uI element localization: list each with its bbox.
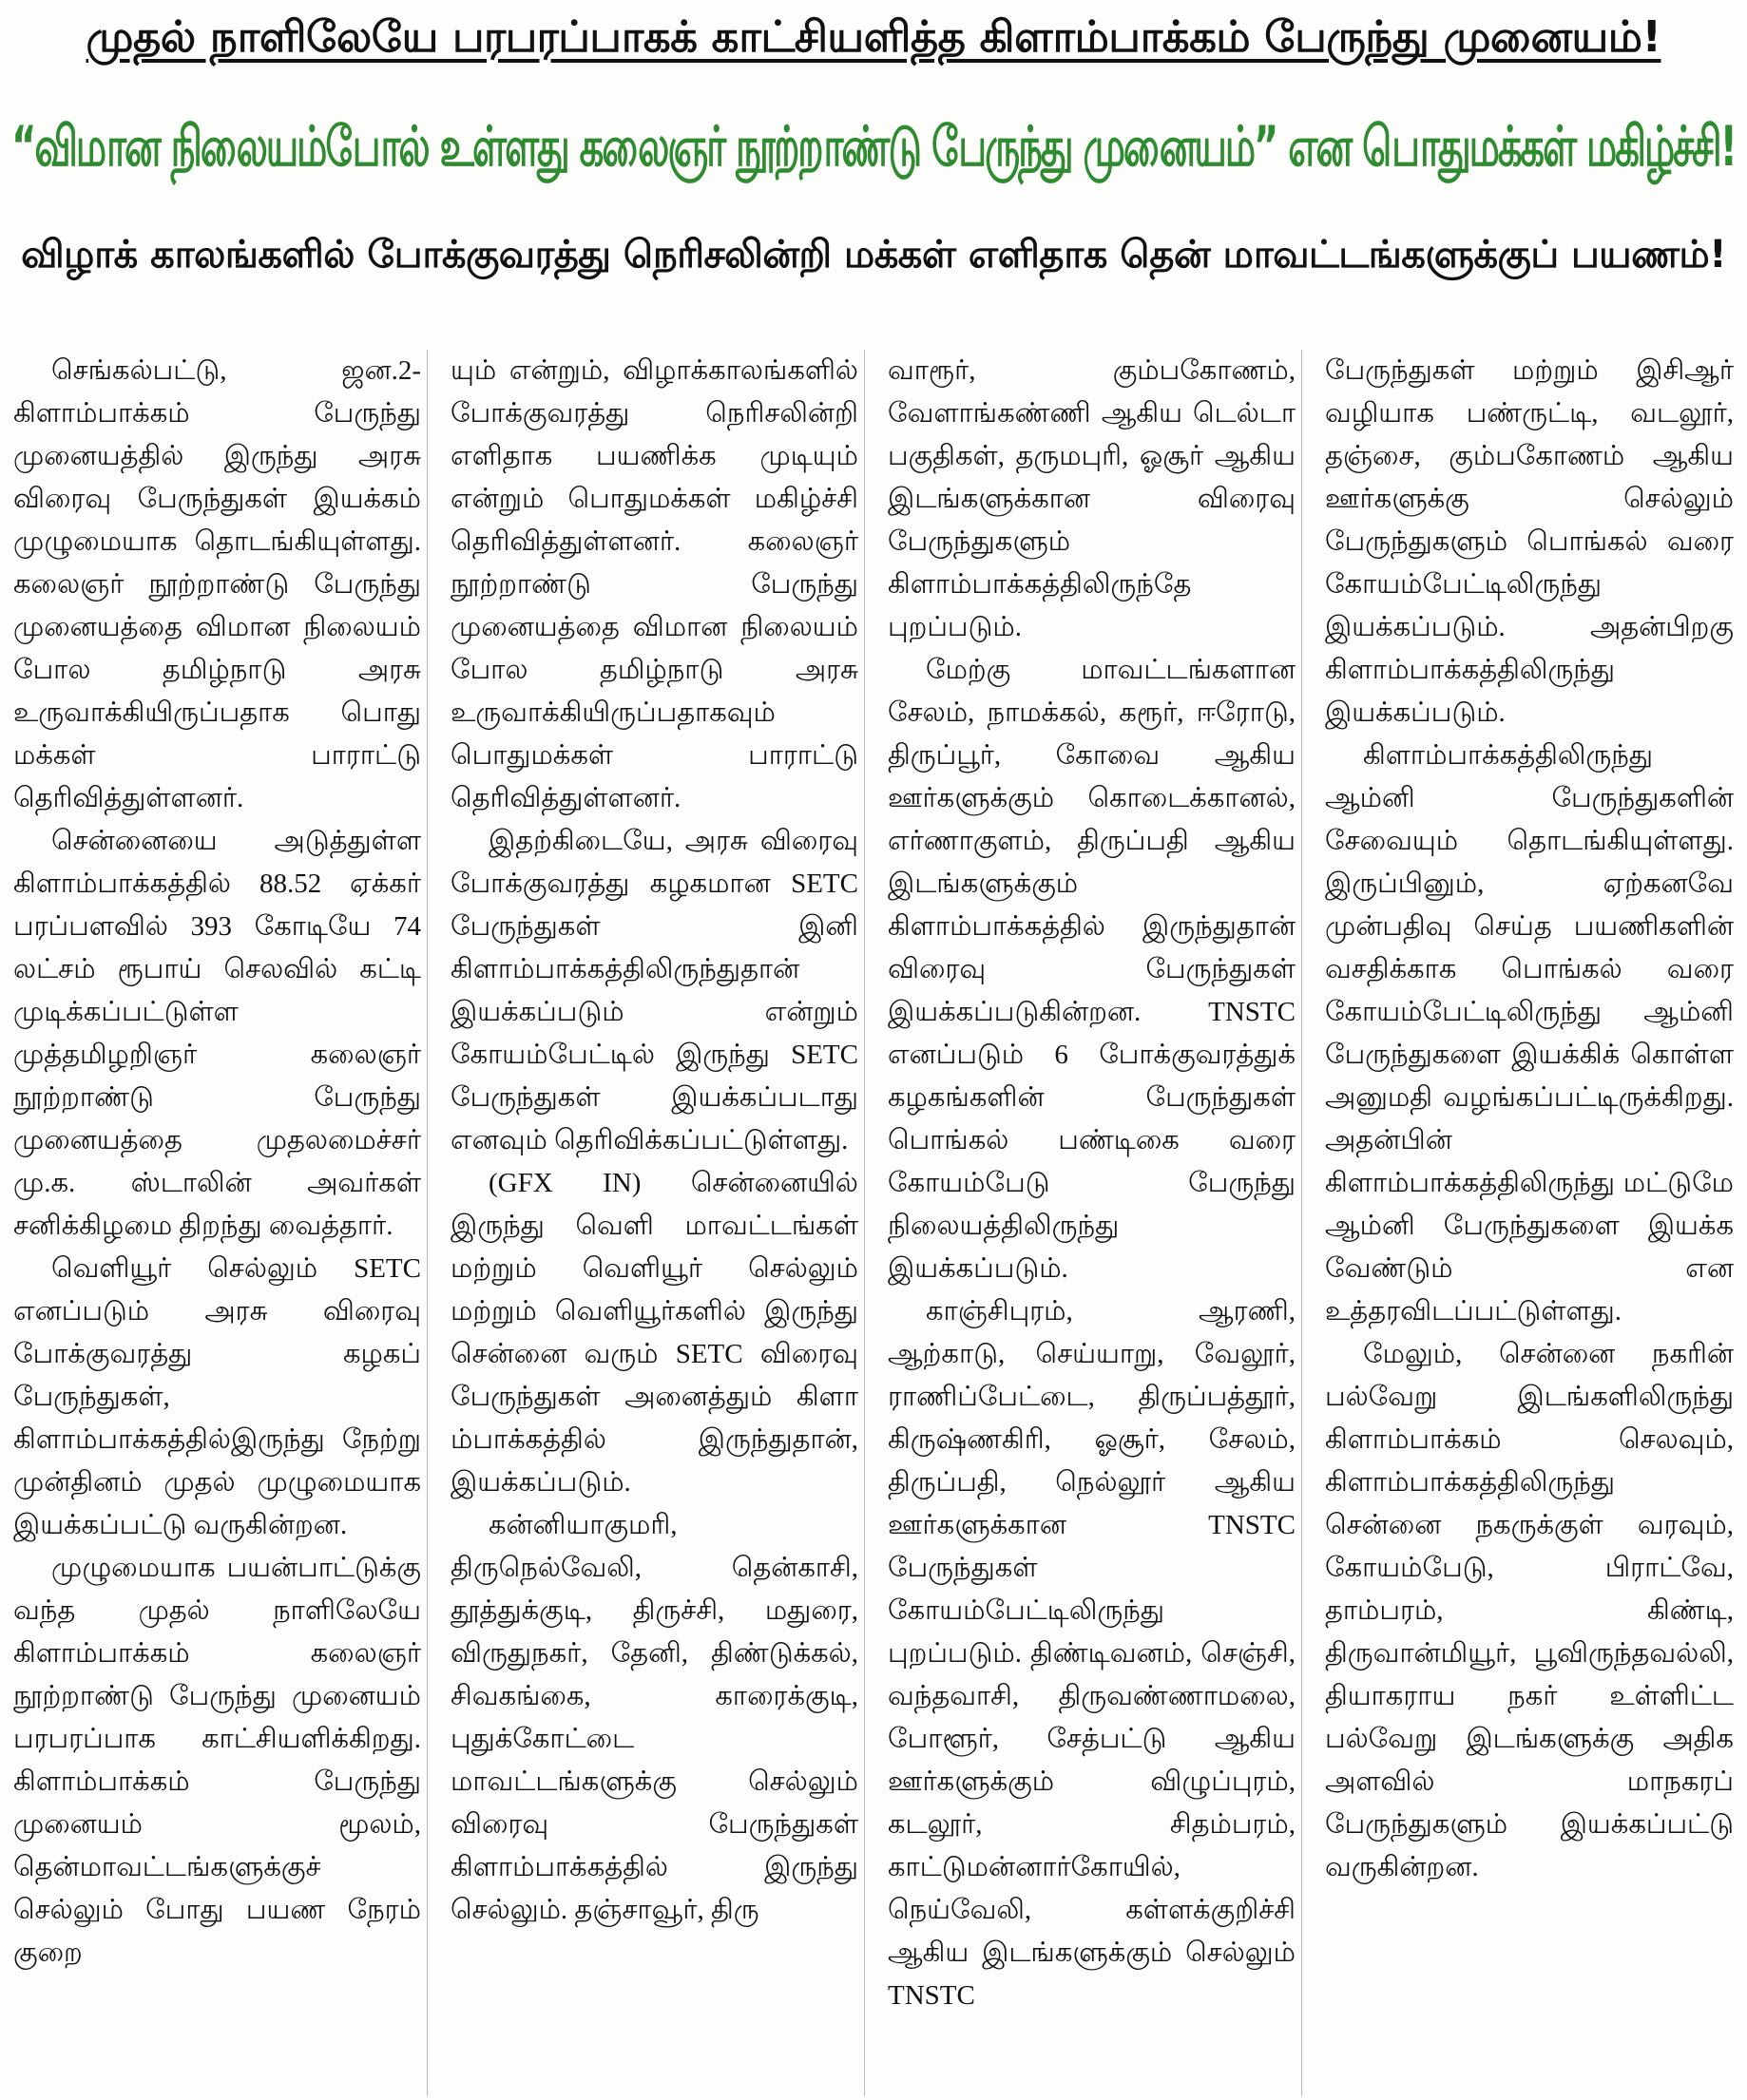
article-paragraph: மேற்கு மாவட்டங்களான சேலம், நாமக்கல், கரூர், ஈரோடு, திருப்பூர், கோவை ஆகிய ஊர்களுக்கும் கொடைக்கானல், எர்ணாகுளம், திருப்பதி ஆகிய இடங்களுக்கும் கிளாம்பாக்கத்தில் இருந்துதான் விரைவு பேருந்துகள் இயக்கப்படுகின்றன. TNSTC எனப்படும் 6 போக்குவரத்துக் கழகங்களின் பேருந்துகள் பொங்கல் பண்டிகை வரை கோயம்பேடு பேருந்து நிலையத்திலிருந்து இயக்கப்படும். xyxy=(888,655,1296,1284)
article-paragraph: பேருந்துகள் மற்றும் இசிஆர் வழியாக பண்ருட்டி, வடலூர், தஞ்சை, கும்பகோணம் ஆகிய ஊர்களுக்கு செல்லும் பேருந்துகளும் பொங்கல் வரை கோயம்பேட்டிலிருந்து இயக்கப்படும். அதன்பிறகு கிளாம்பாக்கத்திலிருந்து இயக்கப்படும். xyxy=(1325,355,1734,728)
article-paragraph: செங்கல்பட்டு, ஜன.2- கிளாம்பாக்கம் பேருந்து முனையத்தில் இருந்து அரசு விரைவு பேருந்துகள் இயக்கம் முழுமையாக தொடங்கியுள்ளது. கலைஞர் நூற்றாண்டு பேருந்து முனையத்தை விமான நிலையம் போல தமிழ்நாடு அரசு உருவாக்கியிருப்பதாக பொது மக்கள் பாராட்டு தெரிவித்துள்ளனர். xyxy=(13,355,421,813)
article-column-1 xyxy=(8,350,428,2096)
article-paragraph: (GFX IN) சென்னையில் இருந்து வெளி மாவட்டங்கள் மற்றும் வெளியூர் செல்லும் மற்றும் வெளியூர்களில் இருந்து சென்னை வரும் SETC விரைவு பேருந்துகள் அனைத்தும் கிளா ம்பாக்கத்தில் இருந்துதான், இயக்கப்படும். xyxy=(451,1168,858,1498)
article-paragraph: யும் என்றும், விழாக்காலங்களில் போக்குவரத்து நெரிசலின்றி எளிதாக பயணிக்க முடியும் என்றும் பொதுமக்கள் மகிழ்ச்சி தெரிவித்துள்ளனர். கலைஞர் நூற்றாண்டு பேருந்து முனையத்தை விமான நிலையம் போல தமிழ்நாடு அரசு உருவாக்கியிருப்பதாகவும் பொதுமக்கள் பாராட்டு தெரிவித்துள்ளனர். xyxy=(451,355,858,813)
article-paragraph: மேலும், சென்னை நகரின் பல்வேறு இடங்களிலிருந்து கிளாம்பாக்கம் செலவும், கிளாம்பாக்கத்திலிருந்து சென்னை நகருக்குள் வரவும், கோயம்பேடு, பிராட்வே, தாம்பரம், கிண்டி, திருவான்மியூர், பூவிருந்தவல்லி, தியாகராய நகர் உள்ளிட்ட பல்வேறு இடங்களுக்கு அதிக அளவில் மாநகரப் பேருந்துகளும் இயக்கப்பட்டு வருகின்றன. xyxy=(1325,1339,1734,1882)
top-headline: முதல் நாளிலேயே பரபரப்பாகக் காட்சியளித்த கிளாம்பாக்கம் பேருந்து முனையம்! xyxy=(86,11,1661,62)
article-paragraph: காஞ்சிபுரம், ஆரணி, ஆற்காடு, செய்யாறு, வேலூர், ராணிப்பேட்டை, திருப்பத்தூர், கிருஷ்ணகிரி, ஓசூர், சேலம், திருப்பதி, நெல்லூர் ஆகிய ஊர்களுக்கான TNSTC பேருந்துகள் கோயம்பேட்டிலிருந்து புறப்படும். திண்டிவனம், செஞ்சி, வந்தவாசி, திருவண்ணாமலை, போளூர், சேத்பட்டு ஆகிய ஊர்களுக்கும் விழுப்புரம், கடலூர், சிதம்பரம், காட்டுமன்னார்கோயில், நெய்வேலி, கள்ளக்குறிச்சி ஆகிய இடங்களுக்கும் செல்லும் TNSTC xyxy=(888,1296,1296,2011)
article-paragraph: இதற்கிடையே, அரசு விரைவு போக்குவரத்து கழகமான SETC பேருந்துகள் இனி கிளாம்பாக்கத்திலிருந்துதான் இயக்கப்படும் என்றும் கோயம்பேட்டில் இருந்து SETC பேருந்துகள் இயக்கப்படாது எனவும் தெரிவிக்கப்பட்டுள்ளது. xyxy=(451,826,858,1155)
article-column-2 xyxy=(445,350,865,2096)
article-body xyxy=(8,350,1739,2096)
main-headline: “விமான நிலையம்போல் உள்ளது கலைஞர் நூற்றாண்டு பேருந்து முனையம்” என பொதுமக்கள் மகிழ்ச்சி! xyxy=(11,115,1736,180)
article-paragraph: கன்னியாகுமரி, திருநெல்வேலி, தென்காசி, தூத்துக்குடி, திருச்சி, மதுரை, விருதுநகர், தேனி, திண்டுக்கல், சிவகங்கை, காரைக்குடி, புதுக்கோட்டை மாவட்டங்களுக்கு செல்லும் விரைவு பேருந்துகள் கிளாம்பாக்கத்தில் இருந்து செல்லும். தஞ்சாவூர், திரு xyxy=(451,1510,858,1925)
article-paragraph: முழுமையாக பயன்பாட்டுக்கு வந்த முதல் நாளிலேயே கிளாம்பாக்கம் கலைஞர் நூற்றாண்டு பேருந்து முனையம் பரபரப்பாக காட்சியளிக்கிறது. கிளாம்பாக்கம் பேருந்து முனையம் மூலம், தென்மாவட்டங்களுக்குச் செல்லும் போது பயண நேரம் குறை xyxy=(13,1553,421,1968)
article-paragraph: வாரூர், கும்பகோணம், வேளாங்கண்ணி ஆகிய டெல்டா பகுதிகள், தருமபுரி, ஓசூர் ஆகிய இடங்களுக்கான விரைவு பேருந்துகளும் கிளாம்பாக்கத்திலிருந்தே புறப்படும். xyxy=(888,355,1296,642)
sub-headline: விழாக் காலங்களில் போக்குவரத்து நெரிசலின்றி மக்கள் எளிதாக தென் மாவட்டங்களுக்குப் பயணம்! xyxy=(21,233,1726,277)
article-column-4 xyxy=(1319,350,1739,2096)
article-paragraph: வெளியூர் செல்லும் SETC எனப்படும் அரசு விரைவு போக்குவரத்து கழகப் பேருந்துகள், கிளாம்பாக்கத்தில்இருந்து நேற்று முன்தினம் முதல் முழுமையாக இயக்கப்பட்டு வருகின்றன. xyxy=(13,1253,421,1540)
article-column-3 xyxy=(882,350,1302,2096)
article-paragraph: சென்னையை அடுத்துள்ள கிளாம்பாக்கத்தில் 88.52 ஏக்கர் பரப்பளவில் 393 கோடியே 74 லட்சம் ரூபாய் செலவில் கட்டி முடிக்கப்பட்டுள்ள முத்தமிழறிஞர் கலைஞர் நூற்றாண்டு பேருந்து முனையத்தை முதலமைச்சர் மு.க. ஸ்டாலின் அவர்கள் சனிக்கிழமை திறந்து வைத்தார். xyxy=(13,826,421,1241)
article-paragraph: கிளாம்பாக்கத்திலிருந்து ஆம்னி பேருந்துகளின் சேவையும் தொடங்கியுள்ளது. இருப்பினும், ஏற்கனவே முன்பதிவு செய்த பயணிகளின் வசதிக்காக பொங்கல் வரை கோயம்பேட்டிலிருந்து ஆம்னி பேருந்துகளை இயக்கிக் கொள்ள அனுமதி வழங்கப்பட்டிருக்கிறது. அதன்பின் கிளாம்பாக்கத்திலிருந்து மட்டுமே ஆம்னி பேருந்துகளை இயக்க வேண்டும் என உத்தரவிடப்பட்டுள்ளது. xyxy=(1325,740,1734,1327)
